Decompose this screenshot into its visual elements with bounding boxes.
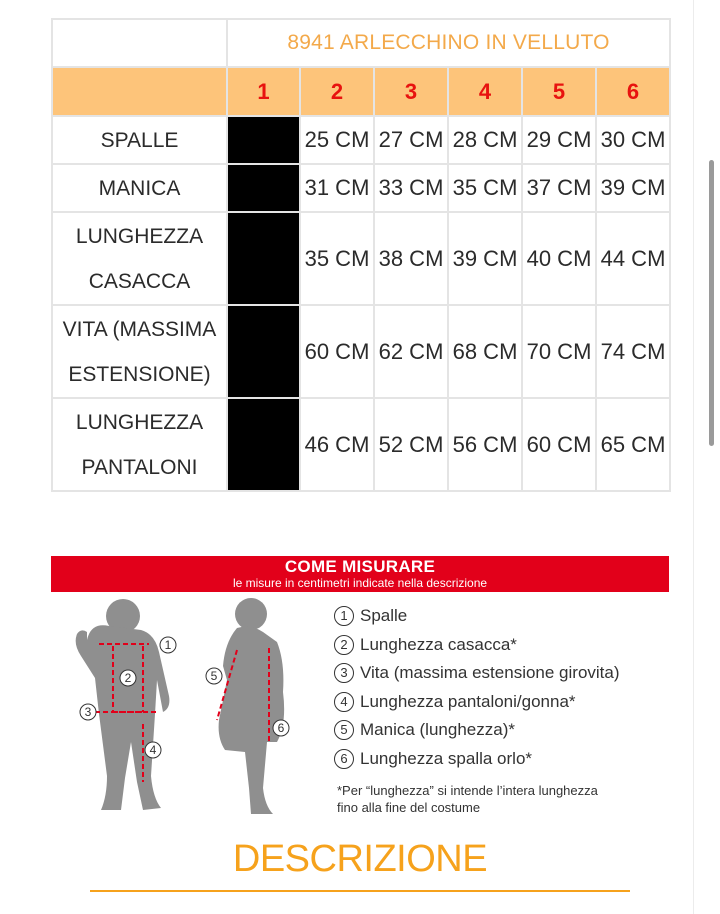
legend-item <box>334 716 669 745</box>
unavailable-cell <box>227 116 300 164</box>
footnote-line: fino alla fine del costume <box>337 800 481 815</box>
guide-subtitle: le misure in centimetri indicate nella descrizione <box>232 576 488 590</box>
row-label: SPALLE <box>52 116 227 164</box>
table-corner-cell <box>52 19 227 67</box>
measure-cell: 35 CM <box>300 212 374 305</box>
legend-number: 4 <box>334 692 354 712</box>
legend-item <box>334 688 669 717</box>
table-row <box>52 305 670 398</box>
marker-5: 5 <box>210 669 218 683</box>
measure-cell: 44 CM <box>596 212 670 305</box>
unavailable-cell <box>227 164 300 212</box>
measure-cell: 68 CM <box>448 305 522 398</box>
marker-1: 1 <box>164 638 172 652</box>
legend-number: 3 <box>334 663 354 683</box>
footnote-line: *Per “lunghezza” si intende l’intera lunghezza <box>337 783 598 798</box>
unavailable-cell <box>227 305 300 398</box>
unavailable-cell <box>227 398 300 491</box>
size-header: 3 <box>374 67 448 116</box>
legend-number: 2 <box>334 635 354 655</box>
legend-number: 1 <box>334 606 354 626</box>
marker-6: 6 <box>277 721 285 735</box>
size-header: 4 <box>448 67 522 116</box>
legend-item <box>334 631 669 660</box>
scrollbar-thumb[interactable] <box>709 160 714 446</box>
size-header: 5 <box>522 67 596 116</box>
legend-item <box>334 602 669 631</box>
measure-cell: 62 CM <box>374 305 448 398</box>
size-header: 2 <box>300 67 374 116</box>
row-label: MANICA <box>52 164 227 212</box>
guide-banner <box>51 556 669 592</box>
description-divider <box>90 890 630 892</box>
legend-label: Manica (lunghezza)* <box>360 720 515 739</box>
measure-cell: 33 CM <box>374 164 448 212</box>
measure-cell: 30 CM <box>596 116 670 164</box>
measure-cell: 56 CM <box>448 398 522 491</box>
size-header: 6 <box>596 67 670 116</box>
measure-cell: 37 CM <box>522 164 596 212</box>
measure-cell: 52 CM <box>374 398 448 491</box>
legend-label: Lunghezza pantaloni/gonna* <box>360 691 576 711</box>
measure-cell: 31 CM <box>300 164 374 212</box>
legend-number: 5 <box>334 720 354 740</box>
measure-cell: 38 CM <box>374 212 448 305</box>
size-header: 1 <box>227 67 300 116</box>
legend-number: 6 <box>334 749 354 769</box>
measure-cell: 70 CM <box>522 305 596 398</box>
measure-cell: 60 CM <box>300 305 374 398</box>
row-label: LUNGHEZZA PANTALONI <box>52 398 227 491</box>
measure-cell: 46 CM <box>300 398 374 491</box>
measure-cell: 40 CM <box>522 212 596 305</box>
child-silhouettes-illustration <box>51 592 331 826</box>
measure-cell: 27 CM <box>374 116 448 164</box>
measure-cell: 28 CM <box>448 116 522 164</box>
measure-cell: 39 CM <box>448 212 522 305</box>
unavailable-cell <box>227 212 300 305</box>
size-table <box>51 18 671 492</box>
description-heading: DESCRIZIONE <box>232 838 488 880</box>
legend-label: Spalle <box>360 606 408 625</box>
measure-cell: 25 CM <box>300 116 374 164</box>
measure-cell: 65 CM <box>596 398 670 491</box>
page-edge <box>693 0 720 914</box>
marker-4: 4 <box>149 743 157 757</box>
guide-footnote <box>337 782 667 816</box>
marker-3: 3 <box>84 705 92 719</box>
measuring-guide <box>51 556 669 826</box>
marker-2: 2 <box>124 671 132 685</box>
row-label: LUNGHEZZA CASACCA <box>52 212 227 305</box>
product-title: 8941 ARLECCHINO IN VELLUTO <box>227 19 670 67</box>
table-row <box>52 116 670 164</box>
table-row <box>52 398 670 491</box>
measure-legend <box>334 602 669 773</box>
table-row <box>52 164 670 212</box>
size-header-corner <box>52 67 227 116</box>
legend-label: Lunghezza spalla orlo* <box>360 748 533 768</box>
row-label: VITA (MASSIMA ESTENSIONE) <box>52 305 227 398</box>
measure-cell: 35 CM <box>448 164 522 212</box>
legend-label: Lunghezza casacca* <box>360 634 517 654</box>
table-row <box>52 212 670 305</box>
legend-label: Vita (massima estensione girovita) <box>360 663 620 682</box>
guide-title: COME MISURARE <box>284 557 436 576</box>
measure-cell: 60 CM <box>522 398 596 491</box>
legend-item <box>334 745 669 774</box>
measure-cell: 29 CM <box>522 116 596 164</box>
legend-item <box>334 659 669 688</box>
measure-cell: 74 CM <box>596 305 670 398</box>
measure-cell: 39 CM <box>596 164 670 212</box>
